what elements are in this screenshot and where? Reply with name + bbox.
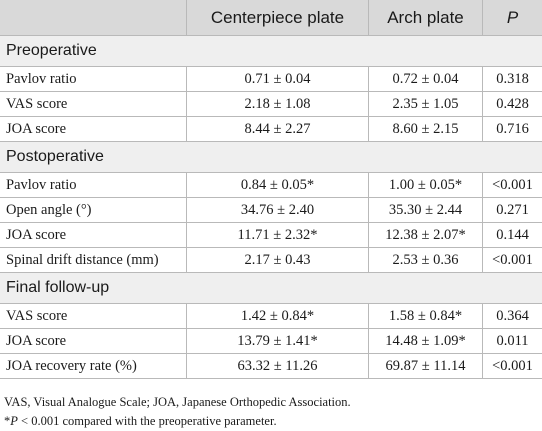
footnote-star: * [4, 414, 11, 428]
arch-value: 69.87 ± 11.14 [368, 354, 482, 378]
row-label: VAS score [6, 95, 68, 112]
arch-value: 2.53 ± 0.36 [368, 248, 482, 272]
p-value: 0.011 [482, 329, 542, 353]
p-value: 0.318 [482, 67, 542, 91]
header-col-arch: Arch plate [368, 0, 482, 35]
arch-value: 12.38 ± 2.07* [368, 223, 482, 247]
row-label: JOA score [6, 120, 67, 137]
section-header: Postoperative [0, 142, 542, 173]
p-value: 0.144 [482, 223, 542, 247]
centerpiece-value: 0.71 ± 0.04 [186, 67, 368, 91]
p-value: 0.716 [482, 117, 542, 141]
section-header: Preoperative [0, 36, 542, 67]
arch-value: 2.35 ± 1.05 [368, 92, 482, 116]
p-value: <0.001 [482, 248, 542, 272]
table-row [0, 198, 542, 223]
footnote-significance [4, 414, 277, 429]
arch-value: 0.72 ± 0.04 [368, 67, 482, 91]
arch-value: 1.58 ± 0.84* [368, 304, 482, 328]
arch-value: 14.48 ± 1.09* [368, 329, 482, 353]
table-row [0, 173, 542, 198]
table-row [0, 117, 542, 142]
centerpiece-value: 34.76 ± 2.40 [186, 198, 368, 222]
row-label: Pavlov ratio [6, 70, 77, 87]
table-row [0, 67, 542, 92]
row-label: JOA recovery rate (%) [6, 357, 137, 374]
table-row [0, 329, 542, 354]
row-label: Pavlov ratio [6, 176, 77, 193]
table-row [0, 304, 542, 329]
row-label: JOA score [6, 332, 67, 349]
row-label: JOA score [6, 226, 67, 243]
p-value: <0.001 [482, 173, 542, 197]
centerpiece-value: 0.84 ± 0.05* [186, 173, 368, 197]
row-label: Spinal drift distance (mm) [6, 251, 159, 268]
p-value: 0.364 [482, 304, 542, 328]
table-row [0, 248, 542, 273]
table-row [0, 92, 542, 117]
footnote-abbreviations: VAS, Visual Analogue Scale; JOA, Japanese Orthopedic Association. [4, 395, 351, 409]
header-col-label [0, 0, 186, 35]
table-row [0, 223, 542, 248]
centerpiece-value: 8.44 ± 2.27 [186, 117, 368, 141]
footnote-p-symbol: P [10, 414, 18, 428]
header-col-p [482, 0, 542, 35]
arch-value: 35.30 ± 2.44 [368, 198, 482, 222]
p-value: 0.271 [482, 198, 542, 222]
row-label: VAS score [6, 307, 68, 324]
table-body [0, 36, 542, 379]
p-value: 0.428 [482, 92, 542, 116]
p-value: <0.001 [482, 354, 542, 378]
header-p-text: P [506, 7, 519, 27]
table-row [0, 354, 542, 379]
centerpiece-value: 2.17 ± 0.43 [186, 248, 368, 272]
section-header: Final follow-up [0, 273, 542, 304]
centerpiece-value: 1.42 ± 0.84* [186, 304, 368, 328]
footnote-text: < 0.001 compared with the preoperative parameter. [17, 414, 277, 428]
row-label: Open angle (°) [6, 201, 92, 218]
arch-value: 1.00 ± 0.05* [368, 173, 482, 197]
centerpiece-value: 63.32 ± 11.26 [186, 354, 368, 378]
header-col-centerpiece: Centerpiece plate [186, 0, 368, 35]
arch-value: 8.60 ± 2.15 [368, 117, 482, 141]
centerpiece-value: 2.18 ± 1.08 [186, 92, 368, 116]
centerpiece-value: 13.79 ± 1.41* [186, 329, 368, 353]
centerpiece-value: 11.71 ± 2.32* [186, 223, 368, 247]
table-header-row [0, 0, 542, 36]
